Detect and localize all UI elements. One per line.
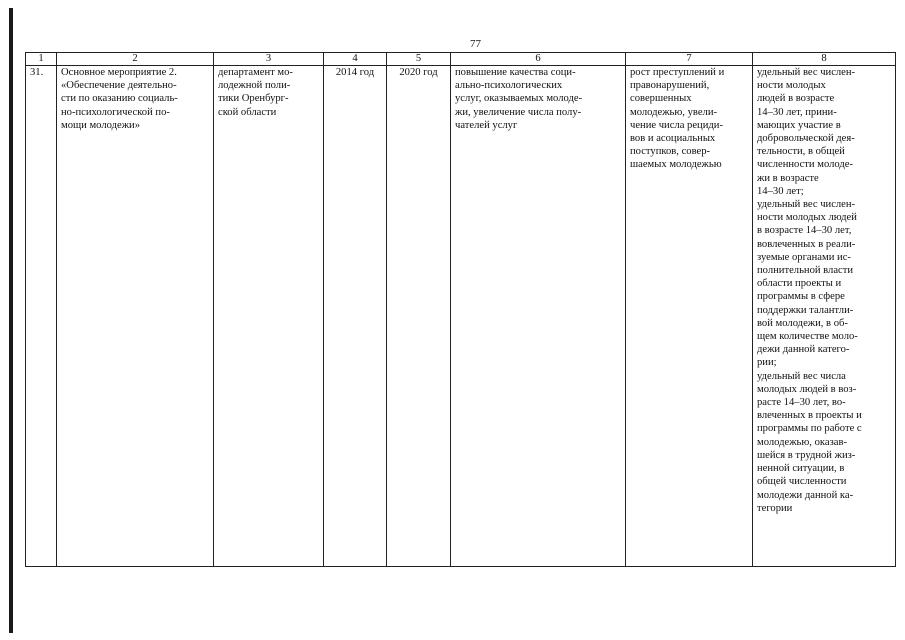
- header-col-1: 1: [26, 53, 57, 66]
- executor: департамент мо- лодежной поли- тики Оренбург- ской области: [214, 66, 324, 567]
- event-name: Основное мероприятие 2. «Обеспечение деятельно- сти по оказанию социаль- но-психологической по- мощи молодежи»: [57, 66, 214, 567]
- table-row: [26, 66, 896, 567]
- page-number: 77: [470, 38, 481, 50]
- header-row: [26, 53, 896, 66]
- header-col-4: 4: [324, 53, 387, 66]
- row-number: 31.: [26, 66, 57, 567]
- start-year: 2014 год: [324, 66, 387, 567]
- header-col-2: 2: [57, 53, 214, 66]
- program-table: [25, 52, 896, 567]
- consequences: рост преступлений и правонарушений, совершенных молодежью, увели- чение числа рециди- вов и асоциальных поступков, совер- шаемых молодежью: [626, 66, 753, 567]
- end-year: 2020 год: [387, 66, 451, 567]
- header-col-3: 3: [214, 53, 324, 66]
- header-col-8: 8: [753, 53, 896, 66]
- header-col-5: 5: [387, 53, 451, 66]
- expected-result: повышение качества соци- ально-психологических услуг, оказываемых молоде- жи, увеличение числа полу- чателей услуг: [451, 66, 626, 567]
- header-col-6: 6: [451, 53, 626, 66]
- scan-edge: [9, 8, 13, 633]
- indicators: удельный вес числен- ности молодых людей в возрасте 14–30 лет, прини- мающих участие в добровольческой дея- тельности, в общей численности молоде- жи в возрасте 14–30 лет; удельный вес числен- ности молодых людей в возрасте 14–30 лет, вовлеченных в реали- зуемые органами ис- полнительной власти области проекты и программы в сфере поддержки талантли- вой молодежи, в об- щем количестве моло- дежи данной катего- рии; удельный вес числа молодых людей в воз- расте 14–30 лет, во- влеченных в проекты и программы по работе с молодежью, оказав- шейся в трудной жиз- ненной ситуации, в общей численности молодежи данной ка- тегории: [753, 66, 896, 567]
- header-col-7: 7: [626, 53, 753, 66]
